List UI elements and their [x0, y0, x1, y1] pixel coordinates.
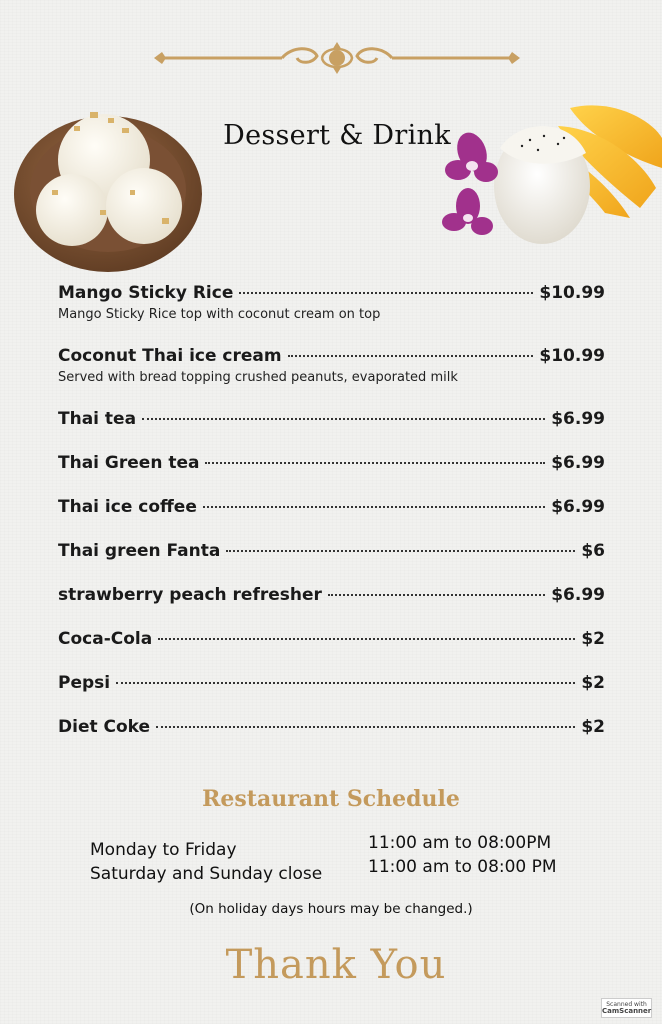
menu-item: [58, 453, 605, 473]
dot-leader: [239, 292, 533, 294]
mango-sticky-rice-image: [440, 98, 662, 248]
menu-item-price: $2: [581, 717, 605, 737]
menu-item-price: $2: [581, 629, 605, 649]
dot-leader: [156, 726, 575, 728]
menu-item-row: [58, 283, 605, 303]
menu-item-row: [58, 346, 605, 366]
menu-item-row: [58, 585, 605, 605]
menu-item-description: Served with bread topping crushed peanuts, evaporated milk: [58, 370, 458, 385]
camscanner-watermark: [601, 998, 652, 1018]
menu-item-price: $6.99: [551, 497, 605, 517]
schedule-heading: Restaurant Schedule: [202, 786, 460, 812]
menu-item: [58, 346, 605, 385]
thank-you-text: Thank You: [225, 942, 447, 988]
menu-item-name: Coca-Cola: [58, 629, 153, 649]
dot-leader: [328, 594, 545, 596]
weekend-hours: 11:00 am to 08:00 PM: [368, 857, 557, 877]
menu-item-price: $6: [581, 541, 605, 561]
menu-item: [58, 673, 605, 693]
menu-item-row: [58, 497, 605, 517]
menu-item: [58, 717, 605, 737]
ice-cream-bowl-image: [12, 98, 204, 276]
menu-item-row: [58, 409, 605, 429]
menu-item-name: Thai green Fanta: [58, 541, 221, 561]
menu-item-name: Diet Coke: [58, 717, 151, 737]
menu-item-row: [58, 541, 605, 561]
menu-item: [58, 585, 605, 605]
menu-item: [58, 541, 605, 561]
menu-item-name: Mango Sticky Rice: [58, 283, 234, 303]
stamp-line-1: Scanned with: [606, 1001, 647, 1008]
menu-item-price: $6.99: [551, 409, 605, 429]
menu-item-price: $2: [581, 673, 605, 693]
menu-item: [58, 409, 605, 429]
dot-leader: [226, 550, 575, 552]
menu-item-name: Thai Green tea: [58, 453, 200, 473]
menu-item-name: Thai tea: [58, 409, 137, 429]
menu-item: [58, 497, 605, 517]
menu-item-row: [58, 453, 605, 473]
menu-item-name: Pepsi: [58, 673, 111, 693]
menu-item: [58, 629, 605, 649]
menu-item-price: $10.99: [539, 346, 605, 366]
menu-item-row: [58, 673, 605, 693]
menu-item-description: Mango Sticky Rice top with coconut cream on top: [58, 307, 381, 322]
menu-item-row: [58, 629, 605, 649]
weekday-hours: 11:00 am to 08:00PM: [368, 833, 552, 853]
page-title: Dessert & Drink: [223, 120, 451, 151]
dot-leader: [288, 355, 534, 357]
menu-item: [58, 283, 605, 322]
ornament-divider: [152, 38, 522, 78]
menu-item-name: Thai ice coffee: [58, 497, 197, 517]
weekend-label: Saturday and Sunday close: [90, 864, 323, 884]
dot-leader: [203, 506, 545, 508]
menu-item-price: $10.99: [539, 283, 605, 303]
dot-leader: [205, 462, 545, 464]
dot-leader: [142, 418, 545, 420]
menu-item-name: Coconut Thai ice cream: [58, 346, 282, 366]
menu-item-name: strawberry peach refresher: [58, 585, 322, 605]
menu-item-row: [58, 717, 605, 737]
menu-item-price: $6.99: [551, 453, 605, 473]
dot-leader: [158, 638, 575, 640]
stamp-line-2: CamScanner: [602, 1007, 652, 1015]
dot-leader: [116, 682, 575, 684]
holiday-note: (On holiday days hours may be changed.): [189, 901, 473, 917]
menu-item-price: $6.99: [551, 585, 605, 605]
weekday-label: Monday to Friday: [90, 840, 237, 860]
